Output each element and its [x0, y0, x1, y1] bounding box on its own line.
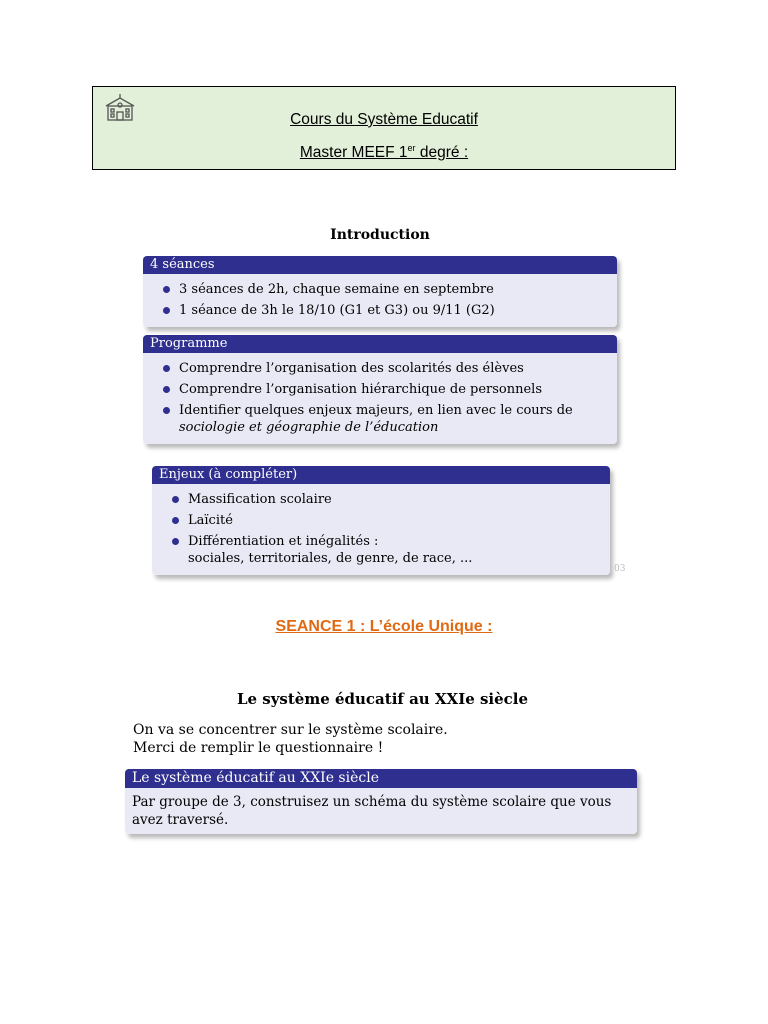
list-item: Différentiation et inégalités : sociales, territoriales, de genre, de race, ... — [162, 533, 600, 567]
bullet-icon — [163, 307, 170, 314]
list-item: Laïcité — [162, 512, 600, 529]
bullet-icon — [163, 365, 170, 372]
course-subtitle: Master MEEF 1er degré : — [299, 143, 469, 162]
block-programme — [143, 335, 617, 444]
bullet-icon — [163, 386, 170, 393]
list-item: 1 séance de 3h le 18/10 (G1 et G3) ou 9/11 (G2) — [153, 302, 607, 319]
block-text: Par groupe de 3, construisez un schéma du système scolaire que vous — [132, 794, 612, 810]
slide-introduction — [140, 222, 620, 444]
list-item: 3 séances de 2h, chaque semaine en septembre — [153, 281, 607, 298]
slide-text: Merci de remplir le questionnaire ! — [133, 740, 384, 756]
bullet-icon — [163, 407, 170, 414]
block-text: avez traversé. — [132, 812, 229, 828]
block-seances — [143, 256, 617, 327]
slide-title: Introduction — [330, 227, 430, 243]
course-title: Cours du Système Educatif — [290, 111, 478, 128]
slide-title: Le système éducatif au XXIe siècle — [236, 690, 529, 708]
block-title: Programme — [143, 335, 617, 353]
block-schema — [125, 769, 637, 834]
slide-page-number: 03 — [614, 564, 626, 574]
list-item: Identifier quelques enjeux majeurs, en lien avec le cours de sociologie et géographie de l’éducation — [153, 402, 607, 436]
slide-text: On va se concentrer sur le système scolaire. — [133, 722, 448, 738]
course-header-box — [92, 86, 676, 170]
block-title: Le système éducatif au XXIe siècle — [125, 769, 637, 788]
bullet-icon — [172, 517, 179, 524]
bullet-icon — [172, 496, 179, 503]
slide-enjeux — [152, 466, 630, 576]
block-enjeux — [152, 466, 610, 575]
block-title: 4 séances — [143, 256, 617, 274]
section-title: SEANCE 1 : L’école Unique : — [275, 618, 493, 635]
bullet-icon — [172, 538, 179, 545]
list-item: Massification scolaire — [162, 491, 600, 508]
block-title: Enjeux (à compléter) — [152, 466, 610, 484]
list-item: Comprendre l’organisation hiérarchique de personnels — [153, 381, 607, 398]
bullet-icon — [163, 286, 170, 293]
list-item: Comprendre l’organisation des scolarités des élèves — [153, 360, 607, 377]
